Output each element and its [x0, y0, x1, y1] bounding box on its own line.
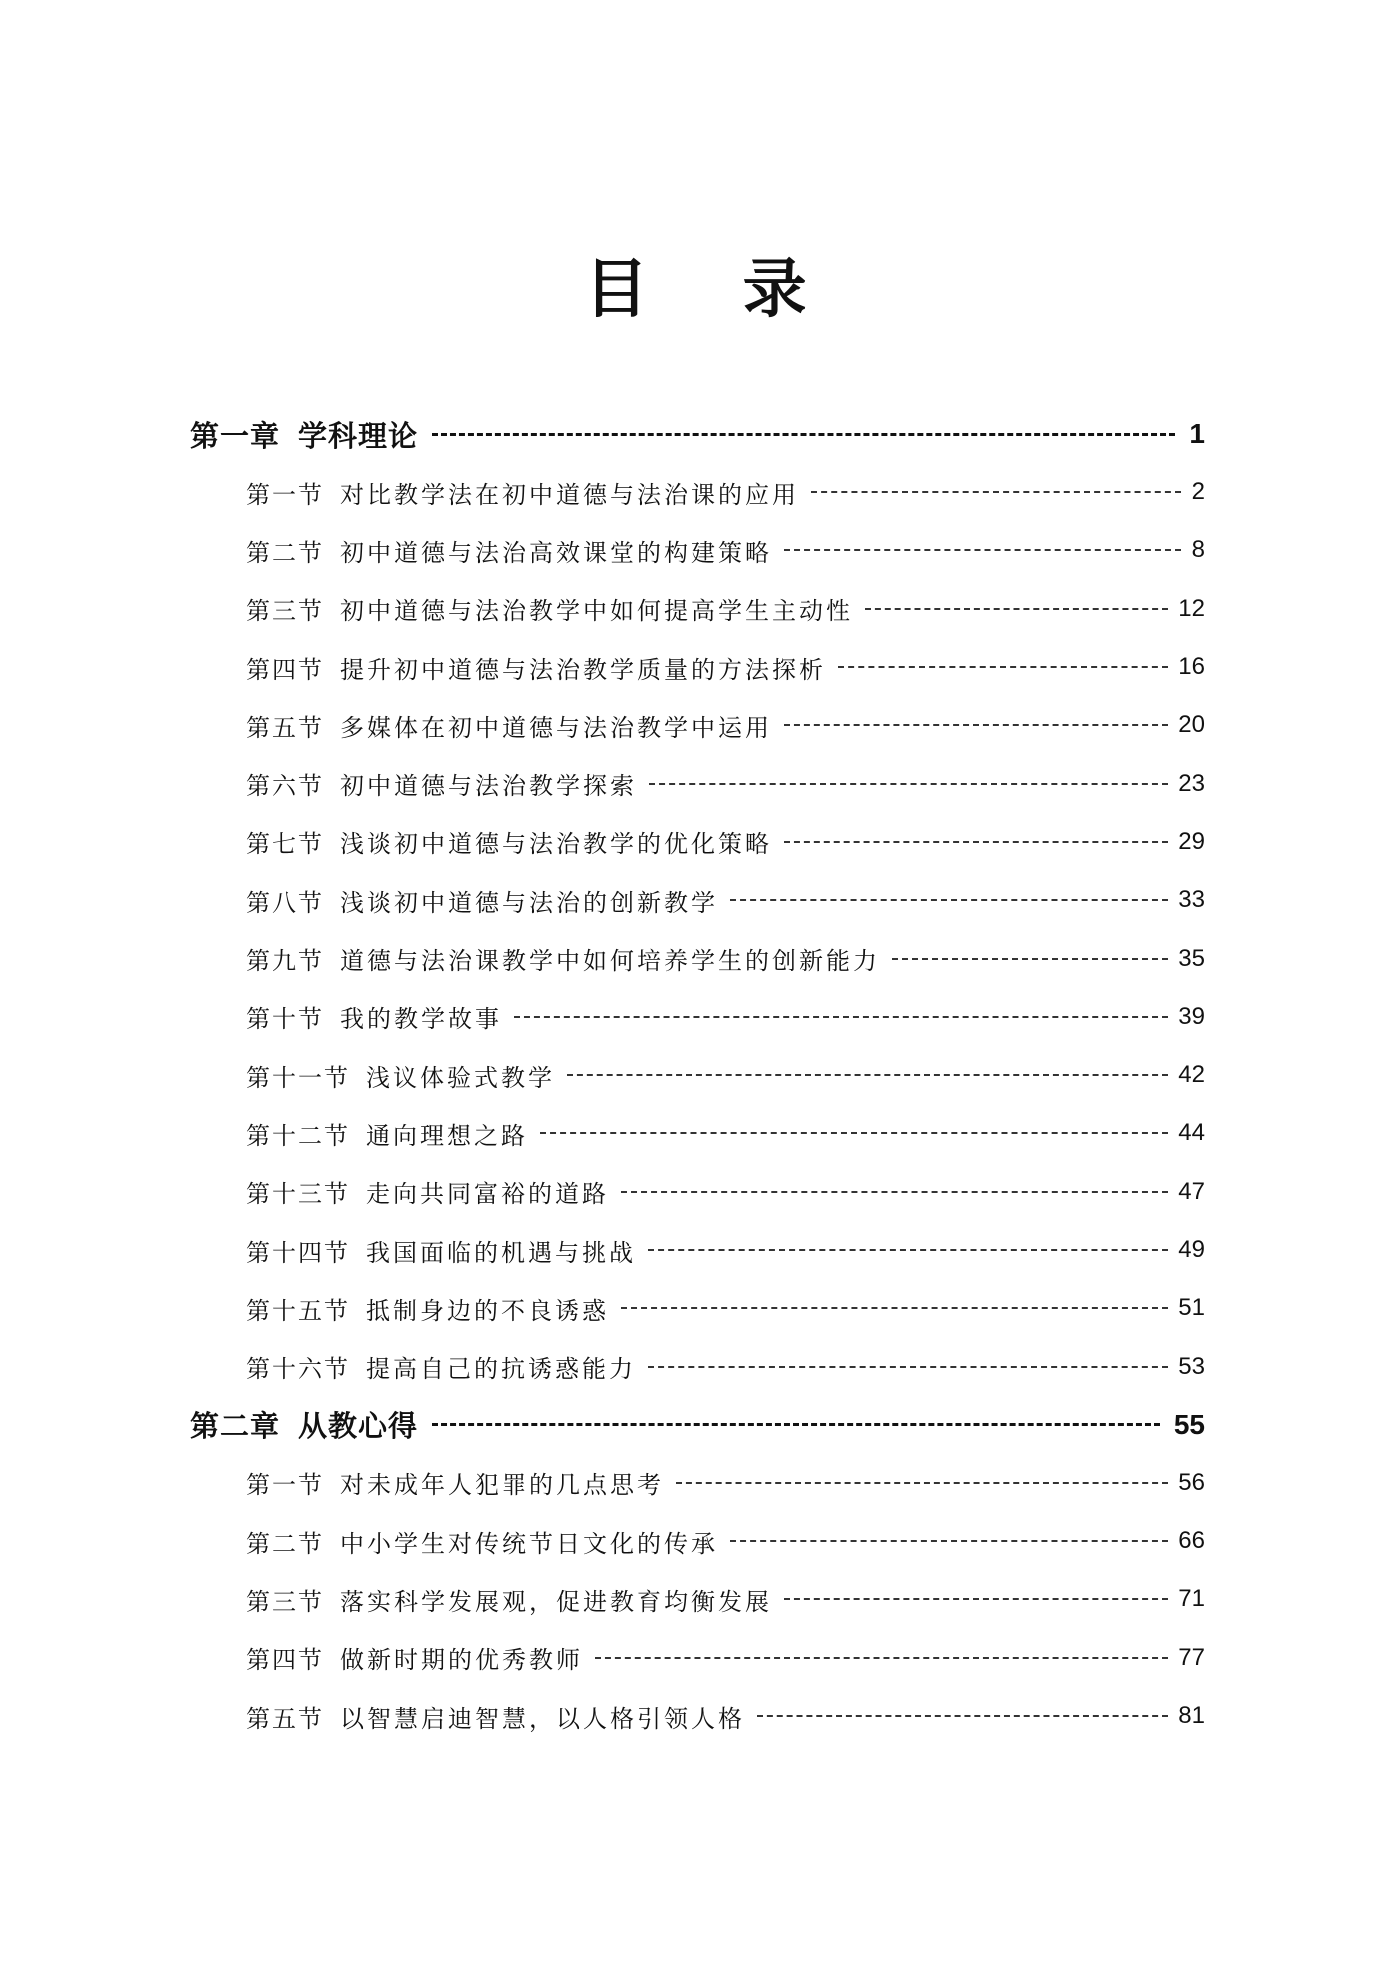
toc-entry-number: 第七节	[246, 830, 324, 859]
toc-entry-number: 第十二节	[246, 1121, 350, 1150]
toc-entry-number: 第四节	[246, 1646, 324, 1675]
toc-entry-number: 第二节	[246, 1529, 324, 1558]
toc-entry-number: 第二章	[190, 1409, 281, 1444]
toc-page-number: 39	[1178, 1002, 1205, 1030]
toc-chapter-row[interactable]	[190, 1396, 1205, 1454]
toc-page-number: 66	[1178, 1527, 1205, 1555]
toc-page-number: 77	[1178, 1643, 1205, 1671]
toc-page-number: 1	[1189, 418, 1205, 449]
toc-section-row[interactable]	[190, 1512, 1205, 1570]
toc-leader-line	[838, 666, 1168, 668]
toc-leader-line	[865, 608, 1168, 610]
toc-page-number: 29	[1178, 827, 1205, 855]
toc-section-row[interactable]	[190, 1570, 1205, 1628]
toc-leader-line	[757, 1715, 1168, 1717]
toc-entry-number: 第十四节	[246, 1238, 350, 1267]
toc-page-number: 47	[1178, 1177, 1205, 1205]
toc-entry-number: 第六节	[246, 772, 324, 801]
toc-section-row[interactable]	[190, 1163, 1205, 1221]
toc-entry-title: 通向理想之路	[366, 1121, 528, 1150]
toc-page-number: 2	[1191, 478, 1205, 506]
toc-leader-line	[784, 724, 1168, 726]
toc-entry-title: 初中道德与法治高效课堂的构建策略	[340, 538, 772, 567]
toc-section-row[interactable]	[190, 580, 1205, 638]
toc-entry-title: 学科理论	[298, 418, 419, 453]
toc-leader-line	[540, 1132, 1168, 1134]
toc-leader-line	[432, 1423, 1160, 1426]
toc-entry-number: 第十五节	[246, 1296, 350, 1325]
toc-leader-line	[621, 1191, 1168, 1193]
toc-entry-title: 以智慧启迪智慧，以人格引领人格	[340, 1704, 745, 1733]
toc-page-number: 35	[1178, 944, 1205, 972]
toc-entry-title: 初中道德与法治教学中如何提高学生主动性	[340, 597, 853, 626]
toc-leader-line	[811, 491, 1181, 493]
toc-entry-number: 第三节	[246, 597, 324, 626]
toc-entry-title: 我的教学故事	[340, 1005, 502, 1034]
toc-section-row[interactable]	[190, 1221, 1205, 1279]
toc-entry-number: 第十一节	[246, 1063, 350, 1092]
toc-page-number: 44	[1178, 1119, 1205, 1147]
toc-section-row[interactable]	[190, 871, 1205, 929]
toc-entry-title: 走向共同富裕的道路	[366, 1180, 609, 1209]
toc-page-number: 12	[1178, 594, 1205, 622]
toc-section-row[interactable]	[190, 463, 1205, 521]
toc-leader-line	[648, 1366, 1168, 1368]
toc-leader-line	[621, 1307, 1168, 1309]
toc-section-row[interactable]	[190, 754, 1205, 812]
toc-section-row[interactable]	[190, 1337, 1205, 1395]
toc-entry-title: 道德与法治课教学中如何培养学生的创新能力	[340, 947, 880, 976]
toc-entry-title: 做新时期的优秀教师	[340, 1646, 583, 1675]
toc-leader-line	[432, 433, 1175, 436]
toc-page-number: 16	[1178, 653, 1205, 681]
toc-section-row[interactable]	[190, 696, 1205, 754]
toc-entry-title: 提升初中道德与法治教学质量的方法探析	[340, 655, 826, 684]
toc-entry-number: 第五节	[246, 1704, 324, 1733]
toc-entry-number: 第一章	[190, 418, 281, 453]
toc-page-number: 49	[1178, 1236, 1205, 1263]
toc-entry-title: 浅议体验式教学	[366, 1063, 555, 1092]
toc-leader-line	[649, 783, 1168, 785]
page-title: 目 录	[584, 253, 843, 327]
toc-entry-title: 落实科学发展观，促进教育均衡发展	[340, 1587, 772, 1616]
toc-section-row[interactable]	[190, 1687, 1205, 1745]
toc-section-row[interactable]	[190, 1279, 1205, 1337]
toc-entry-number: 第十六节	[246, 1355, 350, 1384]
toc-leader-line	[784, 1598, 1168, 1600]
toc-leader-line	[595, 1657, 1168, 1659]
toc-entry-number: 第五节	[246, 713, 324, 742]
toc-leader-line	[648, 1249, 1168, 1251]
toc-page-number: 33	[1178, 886, 1205, 914]
toc-section-row[interactable]	[190, 1046, 1205, 1104]
toc-page-number: 42	[1178, 1061, 1205, 1089]
toc-leader-line	[676, 1482, 1168, 1484]
toc-page-number: 23	[1178, 769, 1205, 797]
toc-section-row[interactable]	[190, 1104, 1205, 1162]
table-of-contents	[190, 405, 1205, 1745]
toc-entry-title: 多媒体在初中道德与法治教学中运用	[340, 713, 772, 742]
toc-section-row[interactable]	[190, 929, 1205, 987]
toc-section-row[interactable]	[190, 1629, 1205, 1687]
toc-page-number: 81	[1178, 1702, 1205, 1730]
toc-page-number: 8	[1191, 536, 1205, 564]
toc-entry-number: 第一节	[246, 480, 324, 509]
toc-entry-number: 第十节	[246, 1005, 324, 1034]
toc-entry-number: 第八节	[246, 888, 324, 917]
toc-page-number: 56	[1178, 1468, 1205, 1496]
toc-entry-title: 初中道德与法治教学探索	[340, 772, 637, 801]
toc-entry-number: 第二节	[246, 538, 324, 567]
toc-entry-title: 抵制身边的不良诱惑	[366, 1296, 609, 1325]
toc-entry-title: 我国面临的机遇与挑战	[366, 1238, 636, 1267]
toc-entry-title: 从教心得	[298, 1409, 419, 1444]
toc-entry-number: 第三节	[246, 1587, 324, 1616]
toc-entry-number: 第四节	[246, 655, 324, 684]
toc-leader-line	[784, 549, 1181, 551]
toc-leader-line	[567, 1074, 1168, 1076]
toc-leader-line	[514, 1016, 1168, 1018]
toc-entry-number: 第九节	[246, 947, 324, 976]
toc-entry-number: 第十三节	[246, 1180, 350, 1209]
toc-entry-title: 浅谈初中道德与法治的创新教学	[340, 888, 718, 917]
toc-entry-title: 提高自己的抗诱惑能力	[366, 1355, 636, 1384]
toc-chapter-row[interactable]	[190, 405, 1205, 463]
toc-page-number: 53	[1178, 1352, 1205, 1380]
toc-page-number: 51	[1178, 1294, 1205, 1322]
toc-page-number: 71	[1178, 1585, 1205, 1613]
toc-section-row[interactable]	[190, 638, 1205, 696]
toc-section-row[interactable]	[190, 521, 1205, 579]
toc-entry-title: 对未成年人犯罪的几点思考	[340, 1471, 664, 1500]
toc-entry-title: 浅谈初中道德与法治教学的优化策略	[340, 830, 772, 859]
toc-section-row[interactable]	[190, 1454, 1205, 1512]
toc-leader-line	[730, 899, 1168, 901]
toc-entry-title: 中小学生对传统节日文化的传承	[340, 1529, 718, 1558]
toc-entry-number: 第一节	[246, 1471, 324, 1500]
toc-page-number: 55	[1173, 1408, 1205, 1440]
toc-leader-line	[730, 1540, 1168, 1542]
toc-entry-title: 对比教学法在初中道德与法治课的应用	[340, 480, 799, 509]
toc-page-number: 20	[1178, 711, 1205, 739]
toc-leader-line	[892, 958, 1168, 960]
toc-section-row[interactable]	[190, 988, 1205, 1046]
toc-leader-line	[784, 841, 1168, 843]
toc-section-row[interactable]	[190, 813, 1205, 871]
